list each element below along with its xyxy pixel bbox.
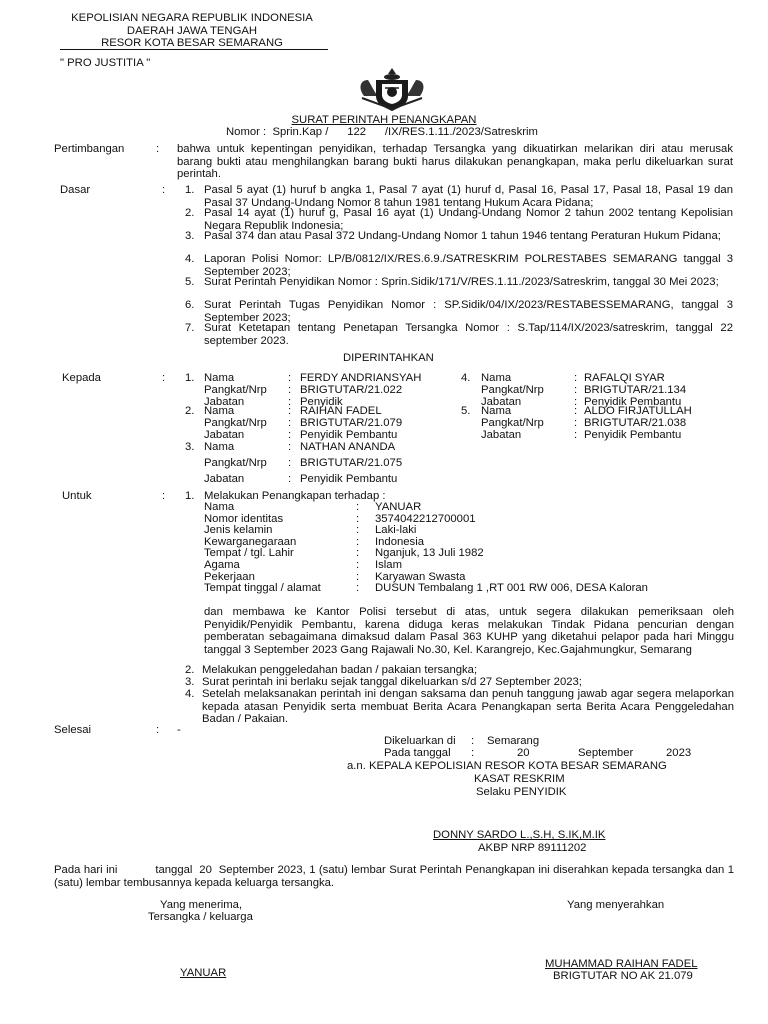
issued-date-colon: : <box>471 747 475 759</box>
giver-label: Yang menyerahkan <box>567 899 665 911</box>
officer-nama-value: ALDO FIRJATULLAH <box>584 405 692 417</box>
officer-nama-colon: : <box>288 441 292 453</box>
officer-pangkat-colon: : <box>288 417 292 429</box>
receiver-name: YANUAR <box>180 967 227 979</box>
dasar-item-number: 4. <box>185 253 195 265</box>
letterhead-divider <box>60 49 328 50</box>
untuk-label: Untuk <box>62 490 92 502</box>
officer-nama-value: RAFALQI SYAR <box>584 372 665 384</box>
officer-number: 2. <box>185 405 195 417</box>
officer-nama-value: NATHAN ANANDA <box>300 441 396 453</box>
officer-nama-label: Nama <box>204 372 235 384</box>
suspect-field-value: Islam <box>375 559 402 571</box>
letterhead-line-1: KEPOLISIAN NEGARA REPUBLIK INDONESIA <box>71 12 313 24</box>
issued-place: Semarang <box>487 735 540 747</box>
officer-jabatan-label: Jabatan <box>481 396 522 408</box>
nomor-number: 122 <box>347 126 367 138</box>
letterhead-line-3: RESOR KOTA BESAR SEMARANG <box>101 37 283 49</box>
officer-number: 4. <box>461 372 471 384</box>
untuk-item-title: Melakukan Penangkapan terhadap : <box>204 490 386 502</box>
issued-month: September <box>578 747 634 759</box>
suspect-field-colon: : <box>356 501 360 513</box>
suspect-field-value: Indonesia <box>375 535 424 548</box>
pro-justitia: " PRO JUSTITIA " <box>60 57 151 69</box>
dasar-item-text: Surat Perintah Tugas Penyidikan Nomor : SP.Sidik/04/IX/2023/RESTABESSEMARANG, tanggal 3 September 2023; <box>204 299 733 324</box>
officer-nama-label: Nama <box>481 372 512 384</box>
handover-statement: Pada hari ini tanggal 20 September 2023, 1 (satu) lembar Surat Perintah Penangkapan ini diserahkan kepada tersangka dan 1 (satu) lembar tembusannya kepada keluarga tersangka. <box>54 864 738 889</box>
dasar-colon: : <box>162 184 166 196</box>
dasar-item-number: 6. <box>185 299 195 311</box>
officer-pangkat-value: BRIGTUTAR/21.079 <box>300 417 403 429</box>
signer-line-1: a.n. KEPALA KEPOLISIAN RESOR KOTA BESAR SEMARANG <box>347 760 667 772</box>
officer-pangkat-value: BRIGTUTAR/21.134 <box>584 384 687 396</box>
nomor-label: Nomor : <box>226 126 267 138</box>
giver-rank: BRIGTUTAR NO AK 21.079 <box>553 970 693 982</box>
issued-place-colon: : <box>471 735 475 747</box>
suspect-field-label: Nama <box>204 501 235 513</box>
suspect-field-value: Nganjuk, 13 Juli 1982 <box>375 547 484 560</box>
officer-pangkat-colon: : <box>574 417 578 429</box>
suspect-field-label: Pekerjaan <box>204 570 255 583</box>
untuk-item-text: Melakukan penggeledahan badan / pakaian tersangka; <box>202 664 478 676</box>
suspect-field-value: 3574042212700001 <box>375 512 476 525</box>
suspect-field-colon: : <box>356 582 360 595</box>
pertimbangan-text: bahwa untuk kepentingan penyidikan, terhadap Tersangka yang dikuatirkan melarikan diri atau merusak barang bukti atau menghilangkan barang bukti harus dilakukan penangkapan, maka perlu dikeluarkan surat perintah. <box>177 143 733 181</box>
issued-year: 2023 <box>666 747 692 759</box>
diperintahkan-heading: DIPERINTAHKAN <box>343 352 434 364</box>
officer-nama-value: FERDY ANDRIANSYAH <box>300 372 422 384</box>
officer-jabatan-label: Jabatan <box>204 473 245 485</box>
untuk-item-text: Setelah melaksanakan perintah ini dengan saksama dan penuh tanggung jawab agar segera melaporkan kepada atasan Penyidik serta membuat Berita Acara Penangkapan serta Berita Acara Penggeledahan Badan / Pakaian. <box>202 688 734 726</box>
nomor-suffix: /IX/RES.1.11./2023/Satreskrim <box>384 126 538 138</box>
suspect-field-value: DUSUN Tembalang 1 ,RT 001 RW 006, DESA Kaloran <box>375 582 648 595</box>
officer-pangkat-label: Pangkat/Nrp <box>204 457 267 469</box>
giver-name: MUHAMMAD RAIHAN FADEL <box>545 958 698 970</box>
suspect-field-colon: : <box>356 570 360 583</box>
suspect-field-label: Jenis kelamin <box>204 524 273 537</box>
officer-pangkat-colon: : <box>288 457 292 469</box>
untuk-item-paragraph: dan membawa ke Kantor Polisi tersebut di atas, untuk segera dilakukan pemeriksaan oleh Penyidik/Penyidik Pembantu, karena diduga keras melakukan Tindak Pidana pencurian dengan pemberatan sebagaimana dimaksud dalam Pasal 363 KUHP yang diketahui pelapor pada hari Minggu tanggal 3 September 2023 Gang Rajawali No.30, Kel. Karangrejo, Kec.Gajahmungkur, Semarang <box>204 606 734 656</box>
suspect-field-colon: : <box>356 535 360 548</box>
officer-pangkat-colon: : <box>574 384 578 396</box>
officer-number: 5. <box>461 405 471 417</box>
untuk-item-number: 2. <box>185 664 195 676</box>
signer-line-3: Selaku PENYIDIK <box>476 786 567 798</box>
officer-pangkat-value: BRIGTUTAR/21.022 <box>300 384 403 396</box>
officer-nama-colon: : <box>574 372 578 384</box>
officer-jabatan-colon: : <box>288 473 292 485</box>
officer-jabatan-value: Penyidik Pembantu <box>584 396 682 408</box>
dasar-item-number: 5. <box>185 276 195 288</box>
officer-nama-value: RAIHAN FADEL <box>300 405 382 417</box>
suspect-field-colon: : <box>356 547 360 560</box>
dasar-item-text: Surat Perintah Penyidikan Nomor : Sprin.Sidik/171/V/RES.1.11./2023/Satreskrim, tanggal 30 Mei 2023; <box>204 276 719 288</box>
officer-nama-label: Nama <box>204 405 235 417</box>
dasar-item-number: 3. <box>185 230 195 242</box>
officer-nama-colon: : <box>288 372 292 384</box>
dasar-label: Dasar <box>60 184 91 196</box>
officer-jabatan-value: Penyidik Pembantu <box>300 473 398 485</box>
officer-pangkat-label: Pangkat/Nrp <box>481 384 544 396</box>
untuk-item-number: 4. <box>185 688 195 700</box>
selesai-value: - <box>177 724 181 736</box>
officer-jabatan-colon: : <box>288 396 292 408</box>
officer-jabatan-value: Penyidik <box>300 396 343 408</box>
officer-pangkat-label: Pangkat/Nrp <box>481 417 544 429</box>
dasar-item-text: Laporan Polisi Nomor: LP/B/0812/IX/RES.6.9./SATRESKRIM POLRESTABES SEMARANG tanggal 3 September 2023; <box>204 253 733 278</box>
receiver-label-2: Tersangka / keluarga <box>148 911 253 923</box>
kepada-colon: : <box>162 372 166 384</box>
dasar-item-text: Pasal 374 dan atau Pasal 372 Undang-Undang Nomor 1 tahun 1946 tentang Peraturan Hukum Pidana; <box>204 230 721 242</box>
document-number <box>226 126 538 139</box>
officer-nama-label: Nama <box>204 441 235 453</box>
officer-number: 3. <box>185 441 195 453</box>
suspect-field-label: Agama <box>204 559 240 571</box>
suspect-field-label: Nomor identitas <box>204 512 284 525</box>
letterhead-line-2: DAERAH JAWA TENGAH <box>126 24 258 37</box>
signer-line-2: KASAT RESKRIM <box>474 773 565 785</box>
officer-pangkat-value: BRIGTUTAR/21.038 <box>584 417 687 429</box>
officer-jabatan-label: Jabatan <box>204 429 245 441</box>
officer-nama-label: Nama <box>481 405 512 417</box>
officer-jabatan-label: Jabatan <box>481 429 522 441</box>
police-crest-icon <box>354 66 430 112</box>
untuk-colon: : <box>162 490 166 502</box>
officer-jabatan-colon: : <box>574 429 578 441</box>
officer-jabatan-value: Penyidik Pembantu <box>300 429 398 441</box>
suspect-field-label: Tempat tinggal / alamat <box>204 582 321 595</box>
suspect-field-colon: : <box>356 524 360 537</box>
document-title: SURAT PERINTAH PENANGKAPAN <box>291 114 477 126</box>
officer-jabatan-value: Penyidik Pembantu <box>584 429 682 441</box>
pertimbangan-colon: : <box>156 143 160 155</box>
dasar-item-text: Surat Ketetapan tentang Penetapan Tersangka Nomor : S.Tap/114/IX/2023/satreskrim, tanggal 22 september 2023. <box>204 322 733 347</box>
dasar-item-number: 7. <box>185 322 195 334</box>
officer-pangkat-colon: : <box>288 384 292 396</box>
officer-pangkat-value: BRIGTUTAR/21.075 <box>300 457 403 469</box>
signer-rank: AKBP NRP 89111202 <box>478 842 587 854</box>
untuk-item-number: 3. <box>185 676 195 688</box>
issued-date-label: Pada tanggal <box>384 747 451 759</box>
officer-jabatan-colon: : <box>574 396 578 408</box>
officer-nama-colon: : <box>288 405 292 417</box>
nomor-prefix: Sprin.Kap / <box>272 126 329 138</box>
dasar-item-number: 2. <box>185 207 195 219</box>
suspect-field-value: YANUAR <box>375 501 422 513</box>
dasar-item-text: Pasal 5 ayat (1) huruf b angka 1, Pasal 7 ayat (1) huruf d, Pasal 16, Pasal 17, Pasal 18, Pasal 19 dan Pasal 37 Undang-Undang Nomor 8 tahun 1981 tentang Hukum Acara Pidana; <box>204 184 733 209</box>
selesai-label: Selesai <box>54 724 92 736</box>
letterhead <box>56 12 328 50</box>
dasar-item-text: Pasal 14 ayat (1) huruf g, Pasal 16 ayat (1) Undang-Undang Nomor 2 tahun 2002 tentang Kepolisian Negara Republik Indonesia; <box>204 207 733 232</box>
suspect-field-colon: : <box>356 559 360 571</box>
officer-number: 1. <box>185 372 195 384</box>
officer-jabatan-colon: : <box>288 429 292 441</box>
untuk-item-number: 1. <box>185 490 195 502</box>
suspect-field-value: Laki-laki <box>375 524 417 537</box>
dasar-item-number: 1. <box>185 184 195 196</box>
officer-nama-colon: : <box>574 405 578 417</box>
kepada-label: Kepada <box>62 372 101 384</box>
suspect-field-label: Kewarganegaraan <box>204 535 297 548</box>
suspect-field-value: Karyawan Swasta <box>375 570 466 583</box>
selesai-colon: : <box>156 724 160 736</box>
issued-place-label: Dikeluarkan di <box>384 735 456 747</box>
suspect-field-colon: : <box>356 512 360 525</box>
suspect-field-label: Tempat / tgl. Lahir <box>204 547 294 560</box>
signer-name: DONNY SARDO L.,S.H, S.IK,M.IK <box>433 829 606 841</box>
receiver-label-1: Yang menerima, <box>160 899 243 911</box>
officer-pangkat-label: Pangkat/Nrp <box>204 417 267 429</box>
issued-day: 20 <box>517 747 530 759</box>
pertimbangan-label: Pertimbangan <box>54 143 125 155</box>
untuk-item-text: Surat perintah ini berlaku sejak tanggal dikeluarkan s/d 27 September 2023; <box>202 676 582 688</box>
officer-pangkat-label: Pangkat/Nrp <box>204 384 267 396</box>
officer-jabatan-label: Jabatan <box>204 396 245 408</box>
